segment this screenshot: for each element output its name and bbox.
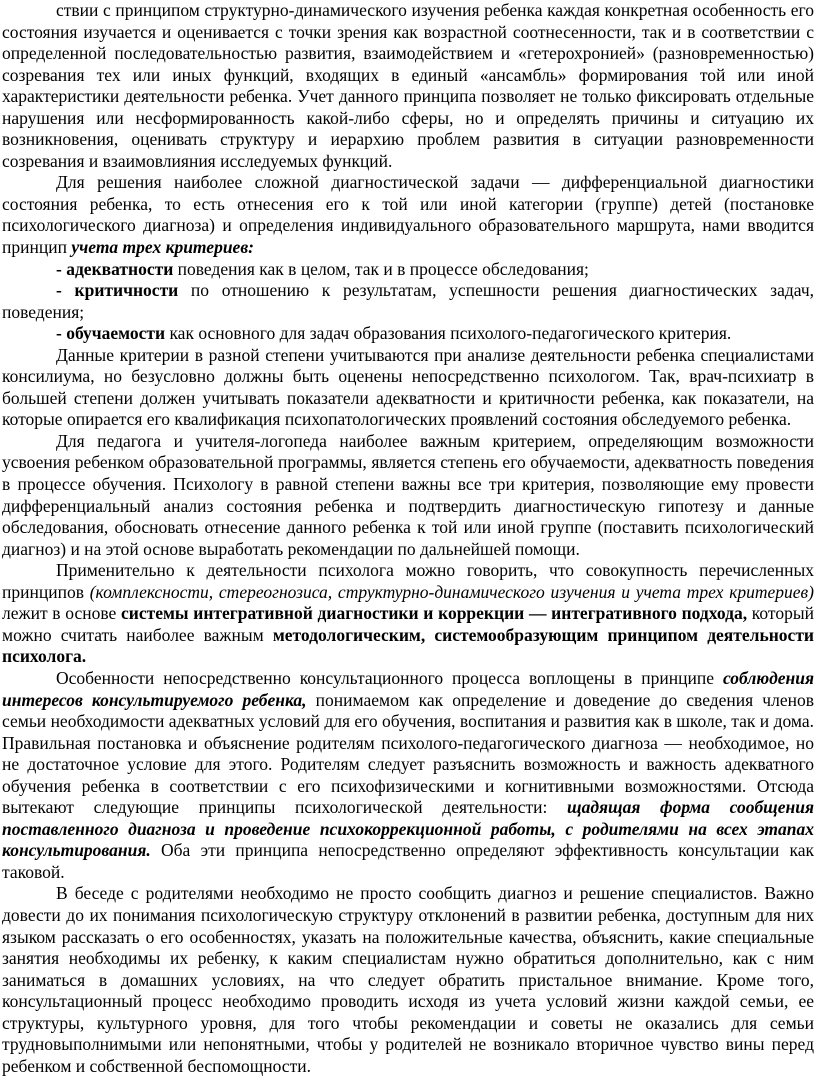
paragraph-5-italic: (комплексности, стереогнозиса, структурно-динамического изучения и учета трех критериев) <box>89 581 814 602</box>
criterion-criticality-term: критичности <box>74 280 179 301</box>
paragraph-2-emphasis: учета трех критериев: <box>71 237 254 258</box>
criterion-adequacy-dash: - <box>56 258 67 279</box>
paragraph-5-text-c: лежит в основе <box>2 603 121 624</box>
paragraph-6-emphasis-1: соблюдения интересов консультируемого ребенка, <box>2 667 814 710</box>
paragraph-7 <box>2 883 814 1077</box>
paragraph-4 <box>2 431 814 560</box>
criterion-adequacy-term: адекватности <box>66 258 174 279</box>
paragraph-3 <box>2 345 814 431</box>
criterion-learnability <box>2 323 814 345</box>
criterion-learnability-text: как основного для задач образования психолого-педагогического критерия. <box>165 323 732 344</box>
paragraph-6-text-c: понимаемом как определение и доведение до сведения членов семьи необходимости адекватных условий для его обучения, воспитания и развития как в школе, так и дома. Правильная постановка и объяснение родителям психолого-педагогического диагноза — необходимое, но не достаточное условие для этого. Родителям следует разъяснить возможность и важность адекватного обучения ребенка в соответствии с его психофизическими и когнитивными возможностями. Отсюда вытекают следующие принципы психологической деятельности: <box>2 689 814 818</box>
paragraph-5-bold-2: методологическим, системообразующим принципом деятельности психолога. <box>2 624 814 667</box>
paragraph-2 <box>2 172 814 258</box>
paragraph-6-text-e: Оба эти принципа непосредственно определяют эффективность консультации как таковой. <box>2 840 814 882</box>
paragraph-7-text: В беседе с родителями необходимо не просто сообщить диагноз и решение специалистов. Важно довести до их понимания психологическую структуру отклонений в развитии ребенка, доступным для них языком рассказать о его особенностях, указать на положительные качества, объяснить, какие специальные занятия необходимы их ребенку, к каким специалистам нужно обратиться дополнительно, как с ним заниматься в домашних условиях, на что следует обратить пристальное внимание. Кроме того, консультационный процесс необходимо проводить исходя из учета условий жизни каждой семьи, ее структуры, культурного уровня, для того чтобы рекомендации и советы не оказались для семьи трудновыполнимыми или непонятными, чтобы у родителей не возникало вторичное чувство вины перед ребенком и собственной беспомощности. <box>2 883 814 1076</box>
criterion-learnability-dash: - <box>56 323 67 344</box>
criterion-criticality <box>2 280 814 323</box>
paragraph-5-bold-1: системы интегративной диагностики и коррекции — интегративного подхода, <box>120 603 748 624</box>
criterion-adequacy-text: поведения как в целом, так и в процессе обследования; <box>173 258 589 279</box>
paragraph-6-text-a: Особенности непосредственно консультационного процесса воплощены в принципе <box>56 667 723 688</box>
paragraph-5 <box>2 560 814 668</box>
paragraph-5-text-a: Применительно к деятельности психолога можно говорить, что совокупность перечисленных принципов <box>2 560 814 602</box>
paragraph-6 <box>2 668 814 883</box>
criterion-adequacy <box>2 259 814 281</box>
paragraph-5-text-e: который можно считать наиболее важным <box>2 603 814 645</box>
paragraph-1-text: ствии с принципом структурно-динамического изучения ребенка каждая конкретная особенность его состояния изучается и оценивается с точки зрения как возрастной соотнесенности, так и в соответствии с определенной последовательностью развития, взаимодействием и «гетерохронией» (разновременностью) созревания тех или иных функций, входящих в единый «ансамбль» формирования той или иной характеристики деятельности ребенка. Учет данного принципа позволяет не только фиксировать отдельные нарушения или несформированность какой-либо сферы, но и определять причины и ситуацию их возникновения, оценивать структуру и иерархию проблем развития в ситуации разновременности созревания и взаимовлияния исследуемых функций. <box>2 0 814 171</box>
paragraph-6-emphasis-2: щадящая форма сообщения поставленного диагноза и проведение психокоррекционной работы, с родителями на всех этапах консультирования. <box>2 797 814 861</box>
paragraph-1 <box>2 0 814 172</box>
paragraph-2-text: Для решения наиболее сложной диагностической задачи — дифференциальной диагностики состояния ребенка, то есть отнесения его к той или иной категории (группе) детей (постановке психологического диагноза) и определения индивидуального образовательного маршрута, нами вводится принцип <box>2 172 814 258</box>
criterion-learnability-term: обучаемости <box>66 323 166 344</box>
paragraph-3-text: Данные критерии в разной степени учитываются при анализе деятельности ребенка специалистами консилиума, но безусловно должны быть оценены непосредственно психологом. Так, врач-психиатр в большей степени должен учитывать показатели адекватности и критичности ребенка, как показатели, на которые опирается его квалификация психопатологических проявлений состояния обследуемого ребенка. <box>2 344 814 430</box>
criterion-criticality-dash: - <box>56 280 75 301</box>
paragraph-4-text: Для педагога и учителя-логопеда наиболее важным критерием, определяющим возможности усвоения ребенком образовательной программы, является степень его обучаемости, адекватность поведения в процессе обучения. Психологу в равной степени важны все три критерия, позволяющие ему провести дифференциальный анализ состояния ребенка и подтвердить диагностическую гипотезу и данные обследования, обосновать отнесение данного ребенка к той или иной группе (поставить психологический диагноз) и на этой основе выработать рекомендации по дальнейшей помощи. <box>2 430 814 559</box>
criterion-criticality-text: по отношению к результатам, успешности решения диагностических задач, поведения; <box>2 280 814 322</box>
